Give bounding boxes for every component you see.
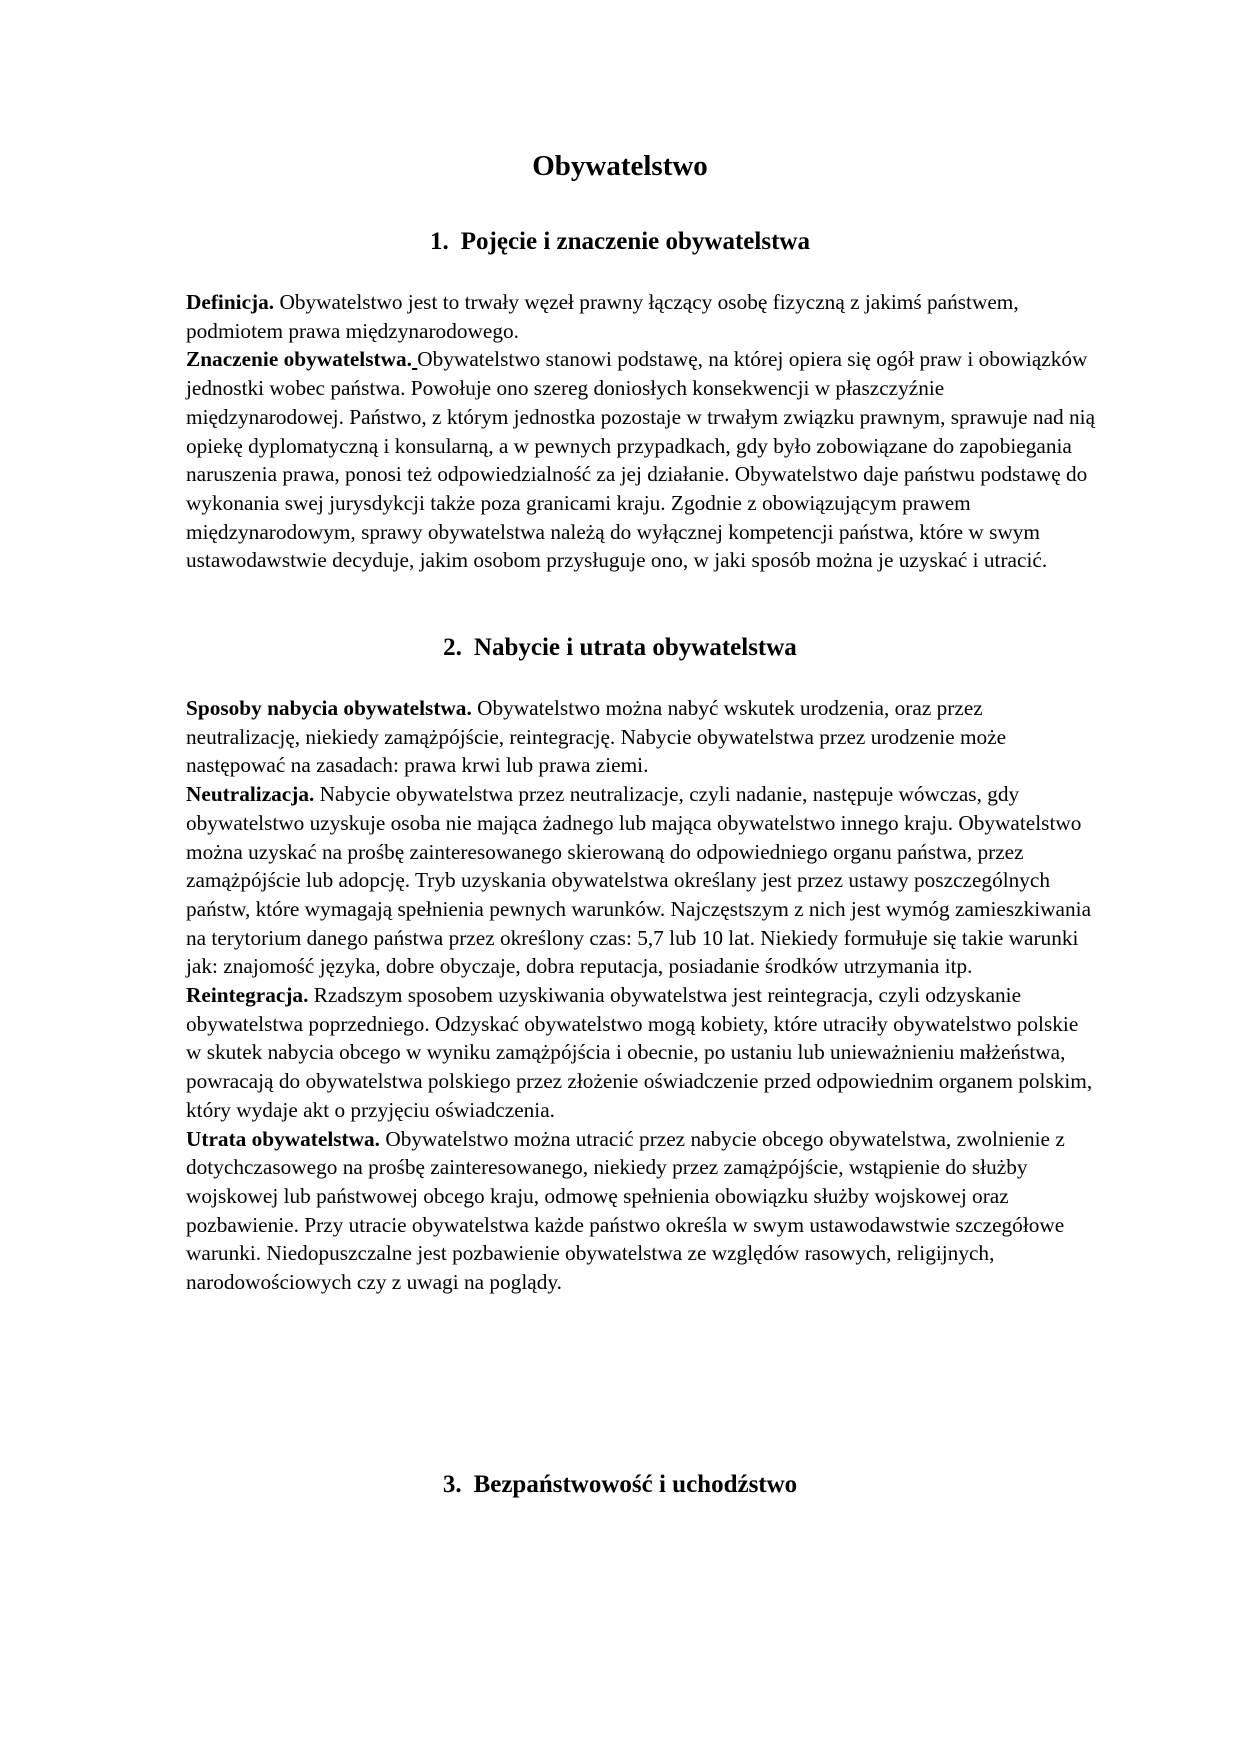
meaning-lead: Znaczenie obywatelstwa. bbox=[186, 347, 412, 372]
neutralization-text: Nabycie obywatelstwa przez neutralizacje, czyli nadanie, następuje wówczas, gdy obywatelstwo uzyskuje osoba nie mająca żadnego lub mająca obywatelstwo innego kraju. Obywatelstwo można uzyskać na prośbę zainteresowanego skierowaną do odpowiedniego organu państwa, przez zamążpójście lub adopcję. Tryb uzyskania obywatelstwa określany jest przez ustawy poszczególnych państw, które wymagają spełnienia pewnych warunków. Najczęstszym z nich jest wymóg zamieszkiwania na terytorium danego państwa przez określony czas: 5,7 lub 10 lat. Niekiedy formułuje się takie warunki jak: znajomość języka, dobre obyczaje, dobra reputacja, posiadanie środków utrzymania itp. bbox=[186, 782, 1092, 979]
neutralization-lead: Neutralizacja. bbox=[186, 782, 315, 807]
section-2-body bbox=[186, 694, 1096, 1297]
section-1-body bbox=[186, 288, 1096, 575]
reintegration-paragraph bbox=[186, 981, 1096, 1125]
acquisition-text: Obywatelstwo można nabyć wskutek urodzenia, oraz przez neutralizację, niekiedy zamążpójście, reintegrację. Nabycie obywatelstwa przez urodzenie może następować na zasadach: prawa krwi lub prawa ziemi. bbox=[186, 696, 1007, 778]
section-number: 3. bbox=[442, 1471, 462, 1498]
section-title: Nabycie i utrata obywatelstwa bbox=[473, 634, 797, 661]
document-title: Obywatelstwo bbox=[532, 150, 708, 182]
definition-lead: Definicja. bbox=[186, 290, 275, 314]
acquisition-paragraph bbox=[186, 694, 1096, 780]
meaning-text: Obywatelstwo stanowi podstawę, na której opiera się ogół praw i obowiązków jednostki wobec państwa. Powołuje ono szereg doniosłych konsekwencji w płaszczyźnie międzynarodowej. Państwo, z którym jednostka pozostaje w trwałym związku prawnym, sprawuje nad nią opiekę dyplomatyczną i konsularną, a w pewnych przypadkach, gdy było zobowiązane do zapobiegania naruszenia prawa, ponosi też odpowiedzialność za jej działanie. Obywatelstwo daje państwu podstawę do wykonania swej jurysdykcji także poza granicami kraju. Zgodnie z obowiązującym prawem międzynarodowym, sprawy obywatelstwa należą do wyłącznej kompetencji państwa, które w swym ustawodawstwie decyduje, jakim osobom przysługuje ono, w jaki sposób można je uzyskać i utracić. bbox=[186, 347, 1096, 573]
reintegration-text: Rzadszym sposobem uzyskiwania obywatelstwa jest reintegracja, czyli odzyskanie obywatelstwa poprzedniego. Odzyskać obywatelstwo mogą kobiety, które utraciły obywatelstwo polskie w skutek nabycia obcego w wyniku zamążpójścia i obecnie, po ustaniu lub unieważnieniu małżeństwa, powracają do obywatelstwa polskiego przez złożenie oświadczenie przed odpowiednim organem polskim, który wydaje akt o przyjęciu oświadczenia. bbox=[186, 983, 1093, 1122]
section-heading-2 bbox=[0, 632, 1240, 664]
section-title: Bezpaństwowość i uchodźstwo bbox=[473, 1471, 798, 1498]
acquisition-lead: Sposoby nabycia obywatelstwa. bbox=[186, 696, 472, 720]
section-heading-1 bbox=[0, 226, 1240, 258]
neutralization-paragraph bbox=[186, 780, 1096, 981]
definition-paragraph bbox=[186, 288, 1096, 345]
reintegration-lead: Reintegracja. bbox=[186, 983, 309, 1008]
section-number: 2. bbox=[443, 634, 462, 661]
loss-paragraph bbox=[186, 1125, 1096, 1297]
meaning-paragraph bbox=[186, 345, 1096, 575]
section-heading-3 bbox=[0, 1469, 1240, 1501]
loss-text: Obywatelstwo można utracić przez nabycie obcego obywatelstwa, zwolnienie z dotychczasowego na prośbę zainteresowanego, niekiedy przez zamążpójście, wstąpienie do służby wojskowej lub państwowej obcego kraju, odmowę spełnienia obowiązku służby wojskowej oraz pozbawienie. Przy utracie obywatelstwa każde państwo określa w swym ustawodawstwie szczegółowe warunki. Niedopuszczalne jest pozbawienie obywatelstwa ze względów rasowych, religijnych, narodowościowych czy z uwagi na poglądy. bbox=[186, 1126, 1065, 1295]
definition-text: Obywatelstwo jest to trwały węzeł prawny łączący osobę fizyczną z jakimś państwem, podmiotem prawa międzynarodowego. bbox=[186, 290, 1019, 343]
loss-lead: Utrata obywatelstwa. bbox=[186, 1126, 381, 1151]
section-number: 1. bbox=[430, 228, 449, 255]
section-title: Pojęcie i znaczenie obywatelstwa bbox=[460, 228, 810, 255]
